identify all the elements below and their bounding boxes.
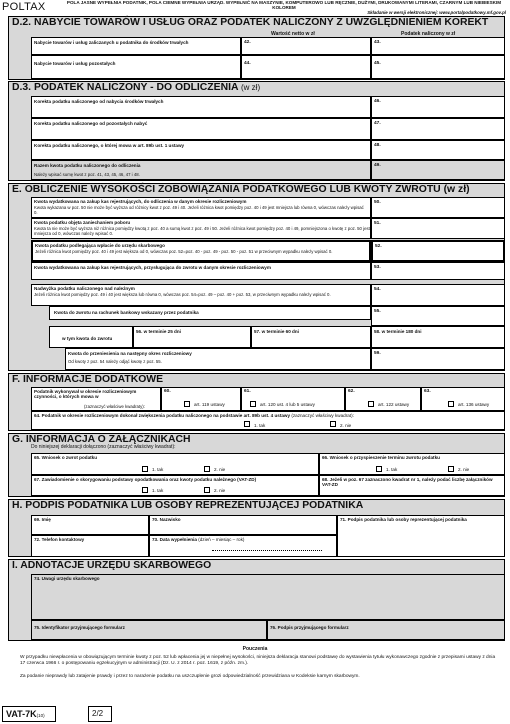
section-g: [8, 433, 505, 497]
field-45[interactable]: [371, 55, 505, 79]
checkbox-64-no-label: 2. nie: [340, 423, 352, 428]
d3-row4-label-box: [31, 160, 371, 180]
field-43[interactable]: [371, 37, 505, 55]
field-63-number: 63.: [424, 389, 431, 394]
e-row50-note: Kwota wykazana w poz. 50 nie może być wyższa od różnicy kwot z poz. 49 i 40. Jeżeli różnica kwot pomiędzy poz. 40 i 49 jest mniejsza lub równa 0, wówczas należy wpisać 0.: [34, 205, 364, 215]
poltax-label: POLTAX: [2, 1, 46, 13]
section-h: [8, 499, 505, 557]
field-52[interactable]: [371, 240, 505, 262]
checkbox-65-yes[interactable]: [142, 466, 148, 472]
d3-row2-label: Korekta podatku naliczonego od pozostałych nabyć: [34, 121, 148, 126]
field-74: [31, 574, 505, 620]
field-61-number: 61.: [244, 389, 251, 394]
field-64-label-text: 64. Podatnik w okresie rozliczeniowym dokonał zwiększenia podatku naliczonego na podstawie art. 89b ust. 4 ustawy: [34, 413, 291, 418]
field-72-label: 72. Telefon kontaktowy: [34, 537, 85, 542]
section-d3-title: [12, 82, 260, 93]
field-48-number: 48.: [374, 143, 381, 148]
e-row54-label-box: [31, 284, 371, 306]
f-row-note: (zaznaczyć właściwe kwadraty):: [84, 404, 145, 409]
field-55-number: 55.: [374, 309, 381, 314]
field-52-number: 52.: [375, 244, 382, 249]
section-f-title: F. INFORMACJE DODATKOWE: [12, 374, 164, 385]
section-d3: [8, 81, 505, 181]
field-57-label: 57. w terminie 60 dni: [254, 329, 299, 334]
e-row50-label-box: [31, 197, 371, 218]
section-g-title: G. INFORMACJA O ZAŁĄCZNIKACH: [12, 434, 191, 445]
d3-row1-label: Korekta podatku naliczonego od nabycia środków trwałych: [34, 99, 164, 104]
instructions-title: Pouczenia: [242, 646, 268, 652]
checkbox-65-yes-label: 1. tak: [152, 467, 164, 472]
e-row59-label: Kwota do przeniesienia na następny okres rozliczeniowy: [68, 351, 192, 356]
field-43-number: 43.: [374, 40, 381, 45]
header-electronic-note: Składanie w wersji elektronicznej: www.portalpodatkowy.mf.gov.pl: [367, 10, 506, 15]
field-76: [267, 620, 505, 640]
section-d3-title-text: D.3. PODATEK NALICZONY - DO ODLICZENIA: [12, 82, 239, 93]
field-63-option: art. 136 ustawy: [458, 402, 490, 407]
d2-row2-label: Nabycie towarów i usług pozostałych: [34, 61, 116, 66]
f-row-label-box: [31, 387, 161, 411]
form-version: (10): [36, 713, 45, 718]
field-57[interactable]: [251, 326, 371, 348]
field-50-number: 50.: [374, 200, 381, 205]
e-row51-label-box: [31, 218, 371, 239]
e-row52-label-box: [31, 240, 371, 262]
field-62-option: art. 122 ustawy: [378, 402, 410, 407]
field-72[interactable]: [31, 535, 149, 557]
section-i-title: I. ADNOTACJE URZĘDU SKARBOWEGO: [12, 560, 212, 571]
e-row55-label: Kwota do zwrotu na rachunek bankowy wskazany przez podatnika: [54, 310, 199, 315]
field-75: [31, 620, 267, 640]
field-54[interactable]: [371, 284, 505, 306]
field-66-label: 66. Wniosek o przyspieszenie terminu zwrotu podatku: [322, 455, 440, 460]
field-51[interactable]: [371, 218, 505, 239]
e-tym-label: w tym kwota do zwrotu: [62, 336, 113, 341]
d2-row2-label-box: [31, 55, 241, 79]
field-56[interactable]: [133, 326, 251, 348]
checkbox-67-no-label: 2. nie: [214, 488, 226, 493]
field-61-option: art. 120 ust. 4 lub 5 ustawy: [260, 402, 315, 407]
section-i: [8, 559, 505, 641]
field-74-label: 74. Uwagi urzędu skarbowego: [34, 576, 100, 581]
d3-row1-label-box: [31, 96, 371, 118]
field-44-number: 44.: [244, 61, 251, 66]
checkbox-61[interactable]: [250, 401, 256, 407]
section-h-title: H. PODPIS PODATNIKA LUB OSOBY REPREZENTUJĄCEJ PODATNIKA: [12, 500, 364, 511]
checkbox-62[interactable]: [368, 401, 374, 407]
field-73[interactable]: [149, 535, 337, 557]
e-row52-note: Jeżeli różnica kwot pomiędzy poz. 40 i 49 jest większa od 0, wówczas poz. 52=poz. 40 - poz. 49 - poz. 50 - poz. 51 w przeciwnym wypadku należy wpisać 0.: [35, 249, 333, 254]
field-64-note: (zaznaczyć właściwy kwadrat):: [291, 413, 354, 418]
field-70[interactable]: [149, 515, 337, 535]
field-53-number: 53.: [374, 265, 381, 270]
field-59[interactable]: [371, 348, 505, 370]
e-row54-note: Jeżeli różnica kwot pomiędzy poz. 49 i 40 jest większa lub równa 0, wówczas poz. 54=poz. 49 – poz. 40 + poz. 53, w przeciwnym wypadku należy wpisać 0.: [34, 292, 331, 297]
checkbox-64-yes-label: 1. tak: [254, 423, 266, 428]
field-42-number: 42.: [244, 40, 251, 45]
page-number: 2/2: [88, 706, 112, 722]
field-48[interactable]: [371, 140, 505, 160]
e-tym-box: [49, 326, 133, 348]
field-67: [31, 475, 319, 496]
f-row-label: Podatnik wykonywał w okresie rozliczeniowym czynności, o których mowa w: [34, 389, 137, 400]
checkbox-64-no[interactable]: [330, 421, 336, 427]
section-g-intro: Do niniejszej deklaracji dołączono (zaznaczyć właściwy kwadrat):: [31, 444, 176, 450]
checkbox-67-yes[interactable]: [142, 487, 148, 493]
e-row53-label: Kwota wydatkowana na zakup kas rejestrujących, przysługująca do zwrotu w danym okresie rozliczeniowym: [34, 265, 271, 270]
checkbox-67-yes-label: 1. tak: [152, 488, 164, 493]
field-68[interactable]: [319, 475, 505, 496]
field-49: [371, 160, 505, 180]
field-47[interactable]: [371, 118, 505, 140]
field-63: [421, 387, 505, 411]
field-51-number: 51.: [374, 221, 381, 226]
form-code: [2, 706, 56, 722]
field-69-label: 69. Imię: [34, 517, 51, 522]
form-code-text: VAT-7K: [6, 709, 37, 719]
header-instructions: POLA JASNE WYPEŁNIA PODATNIK, POLA CIEMNE WYPEŁNIA URZĄD. WYPEŁNIĆ NA MASZYNIE, KOMPUTEROWO LUB RĘCZNIE, DUŻYMI, DRUKOWANYMI LITERAMI, CZARNYM LUB NIEBIESKIM KOLOREM: [66, 0, 502, 11]
field-62-number: 62.: [348, 389, 355, 394]
field-64: [31, 411, 505, 430]
field-53[interactable]: [371, 262, 505, 280]
checkbox-64-yes[interactable]: [244, 421, 250, 427]
checkbox-63[interactable]: [448, 401, 454, 407]
field-62: [345, 387, 421, 411]
field-60: [161, 387, 241, 411]
section-d2-title: D.2. NABYCIE TOWARÓW I USŁUG ORAZ PODATEK NALICZONY Z UWZGLĘDNIENIEM KOREKT: [12, 17, 489, 28]
checkbox-66-no-label: 2. nie: [458, 467, 470, 472]
field-69[interactable]: [31, 515, 149, 535]
d3-row4-label: Razem kwota podatku naliczonego do odliczenia: [34, 163, 141, 168]
date-line: [212, 550, 322, 551]
field-58[interactable]: [371, 326, 505, 348]
field-64-label: [34, 413, 354, 418]
field-71[interactable]: [337, 515, 505, 557]
field-66: [319, 453, 505, 475]
e-row59-label-box: [65, 348, 371, 370]
field-42[interactable]: [241, 37, 371, 55]
field-75-label: 75. Identyfikator przyjmującego formularz: [34, 625, 125, 630]
d3-row3-label: Korekta podatku naliczonego, o której mowa w art. 89b ust. 1 ustawy: [34, 143, 185, 148]
column-input-tax: Podatek naliczony w zł: [401, 31, 456, 37]
e-row50-label: Kwota wydatkowana na zakup kas rejestrujących, do odliczenia w danym okresie rozliczeniowym: [34, 199, 247, 204]
field-47-number: 47.: [374, 121, 381, 126]
e-row51-note: Kwota ta nie może być wyższa niż różnica pomiędzy kwotą z poz. 40 a sumą kwot z poz. 49 i 50. Jeżeli różnica kwot pomiędzy poz. 40 i 49, pomniejszona o kwotę z poz. 50 jest mniejsza od 0, wówczas należy wpisać 0.: [34, 226, 370, 236]
field-76-label: 76. Podpis przyjmującego formularz: [270, 625, 349, 630]
field-59-number: 59.: [374, 351, 381, 356]
d2-row1-label: Nabycie towarów i usług zaliczanych u podatnika do środków trwałych: [34, 40, 189, 45]
field-60-option: art. 119 ustawy: [194, 402, 225, 407]
e-row51-label: Kwota podatku objęta zaniechaniem poboru: [34, 220, 131, 225]
field-68-label: 68. Jeżeli w poz. 67 zaznaczono kwadrat nr 1, należy podać liczbę załączników VAT-ZD: [322, 477, 493, 488]
e-row54-label: Nadwyżka podatku naliczonego nad należnym: [34, 286, 135, 291]
field-71-label: 71. Podpis podatnika lub osoby reprezentującej podatnika: [340, 517, 467, 522]
field-54-number: 54.: [374, 287, 381, 292]
field-60-number: 60.: [164, 389, 171, 394]
checkbox-66-no[interactable]: [448, 466, 454, 472]
e-row53-label-box: [31, 262, 371, 280]
section-d3-unit: (w zł): [241, 83, 261, 92]
d3-row4-note: Należy wpisać sumę kwot z poz. 41, 43, 45, 46, 47 i 48.: [34, 172, 140, 177]
d2-row1-label-box: [31, 37, 241, 55]
field-55[interactable]: [371, 306, 505, 326]
instructions-paragraph-1: W przypadku niewpłacenia w obowiązującym terminie kwoty z poz. 52 lub wpłacenia jej w niepełnej wysokości, niniejsza deklaracja stanowi podstawę do wystawienia tytułu wykonawczego zgodnie z przepisami ustawy z dnia 17 czerwca 1966 r. o postępowaniu egzekucyjnym w administracji (Dz. U. z 2014 r. poz. 1619, z późn. zm.).: [20, 655, 496, 666]
field-45-number: 45.: [374, 61, 381, 66]
checkbox-65-no-label: 2. nie: [214, 467, 226, 472]
e-row55-label-box: [49, 306, 371, 320]
section-e-title: E. OBLICZENIE WYSOKOŚCI ZOBOWIĄZANIA PODATKOWEGO LUB KWOTY ZWROTU (w zł): [12, 184, 470, 195]
field-73-note: (dzień – miesiąc – rok): [198, 537, 245, 542]
field-58-label: 58. w terminie 180 dni: [374, 329, 422, 334]
instructions-paragraph-2: Za podanie nieprawdy lub zatajenie prawdy i przez to narażenie podatku na uszczuplenie grozi odpowiedzialność przewidziana w Kodeksie karnym skarbowym.: [20, 674, 360, 679]
column-net-value: Wartość netto w zł: [271, 31, 315, 37]
field-50[interactable]: [371, 197, 505, 218]
field-65-label: 65. Wniosek o zwrot podatku: [34, 455, 98, 460]
field-61: [241, 387, 345, 411]
field-46[interactable]: [371, 96, 505, 118]
checkbox-66-yes[interactable]: [376, 466, 382, 472]
checkbox-65-no[interactable]: [204, 466, 210, 472]
d3-row3-label-box: [31, 140, 371, 160]
field-65: [31, 453, 319, 475]
field-49-number: 49.: [374, 163, 381, 168]
field-46-number: 46.: [374, 99, 381, 104]
field-44[interactable]: [241, 55, 371, 79]
checkbox-60[interactable]: [184, 401, 190, 407]
section-e: [8, 183, 505, 371]
field-73-label-text: 73. Data wypełnienia: [152, 537, 197, 542]
field-70-label: 70. Nazwisko: [152, 517, 181, 522]
e-row52-label: Kwota podatku podlegająca wpłacie do urzędu skarbowego: [35, 243, 165, 248]
field-67-label: 67. Zawiadomienie o skorygowaniu podstawy opodatkowania oraz kwoty podatku należnego (VAT-ZD): [34, 477, 257, 482]
section-d2: [8, 16, 505, 80]
field-73-label: [152, 537, 244, 542]
checkbox-66-yes-label: 1. tak: [386, 467, 398, 472]
field-56-label: 56. w terminie 25 dni: [136, 329, 181, 334]
e-row59-note: Od kwoty z poz. 54 należy odjąć kwotę z poz. 55.: [68, 359, 162, 364]
section-f: [8, 373, 505, 431]
d3-row2-label-box: [31, 118, 371, 140]
checkbox-67-no[interactable]: [204, 487, 210, 493]
